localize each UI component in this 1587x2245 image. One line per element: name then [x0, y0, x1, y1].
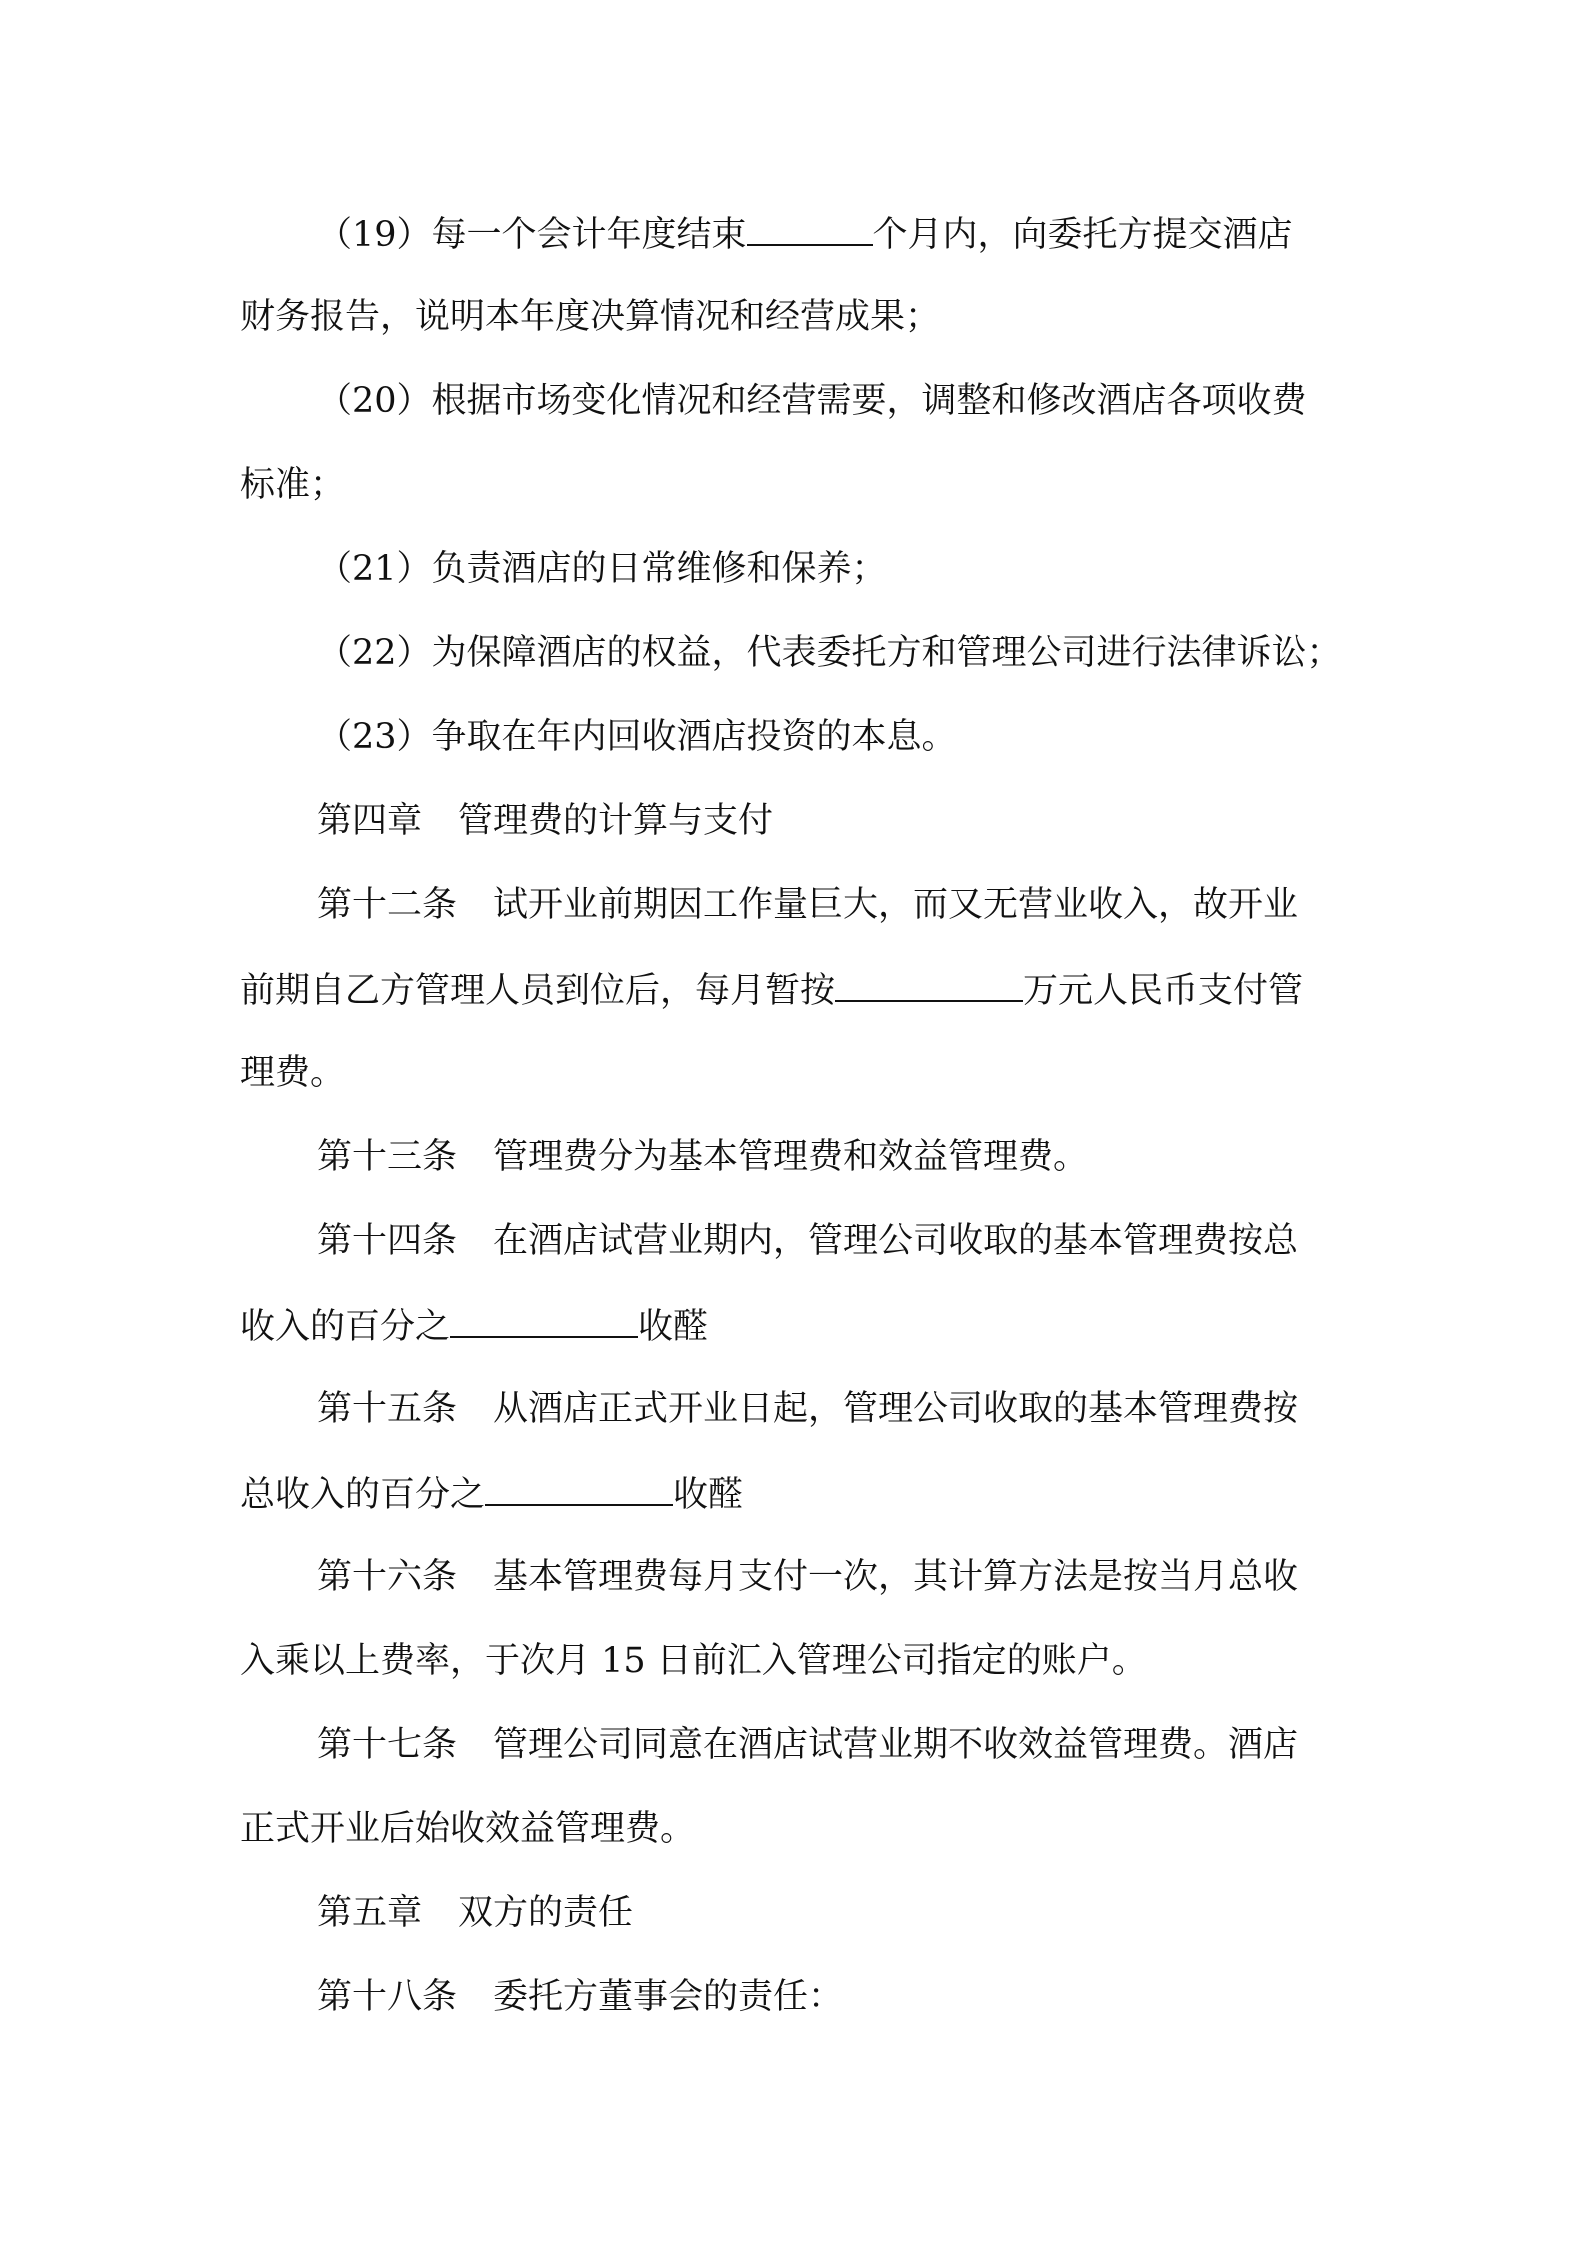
item-20-line-2: 标准； — [240, 465, 346, 505]
article-15-text-1: 从酒店正式开业日起，管理公司收取的基本管理费按 — [493, 1389, 1299, 1429]
article-13-number: 第十三条 — [317, 1137, 458, 1177]
chapter-4-number: 第四章 — [317, 801, 423, 841]
chapter-4-title: 管理费的计算与支付 — [458, 801, 774, 841]
article-13 — [317, 1136, 1088, 1178]
article-13-text: 管理费分为基本管理费和效益管理费。 — [493, 1137, 1089, 1177]
article-16-number: 第十六条 — [317, 1557, 458, 1597]
article-12-text-3: 万元人民币支付管 — [1023, 971, 1304, 1011]
article-14-text-1: 在酒店试营业期内，管理公司收取的基本管理费按总 — [493, 1221, 1299, 1261]
article-15-text-3: 收醛 — [673, 1475, 744, 1515]
chapter-5-number: 第五章 — [317, 1893, 423, 1933]
item-19-blank — [747, 212, 873, 246]
article-12-line-3: 理费。 — [240, 1053, 346, 1093]
article-14-line-1 — [317, 1220, 1298, 1262]
article-12-line-1 — [317, 884, 1298, 926]
chapter-5-heading — [317, 1892, 633, 1934]
article-14-line-2 — [240, 1304, 708, 1348]
article-15-line-1 — [317, 1388, 1298, 1430]
item-19-line-2: 财务报告，说明本年度决算情况和经营成果； — [240, 297, 941, 337]
article-18 — [317, 1976, 843, 2018]
article-16-line-2: 入乘以上费率，于次月 15 日前汇入管理公司指定的账户。 — [240, 1641, 1147, 1681]
item-22: （22）为保障酒店的权益，代表委托方和管理公司进行法律诉讼； — [317, 633, 1342, 673]
article-12-line-2 — [240, 968, 1303, 1012]
article-18-text: 委托方董事会的责任： — [493, 1977, 844, 2017]
item-23: （23）争取在年内回收酒店投资的本息。 — [317, 717, 957, 757]
article-15-blank — [485, 1472, 673, 1506]
article-15-number: 第十五条 — [317, 1389, 458, 1429]
article-17-number: 第十七条 — [317, 1725, 458, 1765]
chapter-5-title: 双方的责任 — [458, 1893, 634, 1933]
article-14-blank — [450, 1304, 638, 1338]
article-15-text-2: 总收入的百分之 — [240, 1475, 486, 1515]
item-19-line-1 — [317, 212, 1293, 256]
article-17-line-2: 正式开业后始收效益管理费。 — [240, 1809, 696, 1849]
article-12-blank — [835, 968, 1023, 1002]
article-16-line-1 — [317, 1556, 1298, 1598]
article-12-text-2: 前期自乙方管理人员到位后，每月暂按 — [240, 971, 836, 1011]
article-14-text-3: 收醛 — [638, 1307, 709, 1347]
item-19-text-start: （19）每一个会计年度结束 — [317, 215, 747, 255]
article-15-line-2 — [240, 1472, 743, 1516]
item-20-line-1: （20）根据市场变化情况和经营需要，调整和修改酒店各项收费 — [317, 381, 1307, 421]
article-18-number: 第十八条 — [317, 1977, 458, 2017]
item-21: （21）负责酒店的日常维修和保养； — [317, 549, 887, 589]
article-17-text-1: 管理公司同意在酒店试营业期不收效益管理费。酒店 — [493, 1725, 1299, 1765]
article-14-text-2: 收入的百分之 — [240, 1307, 451, 1347]
article-17-line-1 — [317, 1724, 1298, 1766]
item-19-text-end: 个月内，向委托方提交酒店 — [872, 215, 1293, 255]
chapter-4-heading — [317, 800, 773, 842]
article-12-text-1: 试开业前期因工作量巨大，而又无营业收入，故开业 — [493, 885, 1299, 925]
article-12-number: 第十二条 — [317, 885, 458, 925]
article-14-number: 第十四条 — [317, 1221, 458, 1261]
article-16-text-1: 基本管理费每月支付一次，其计算方法是按当月总收 — [493, 1557, 1299, 1597]
